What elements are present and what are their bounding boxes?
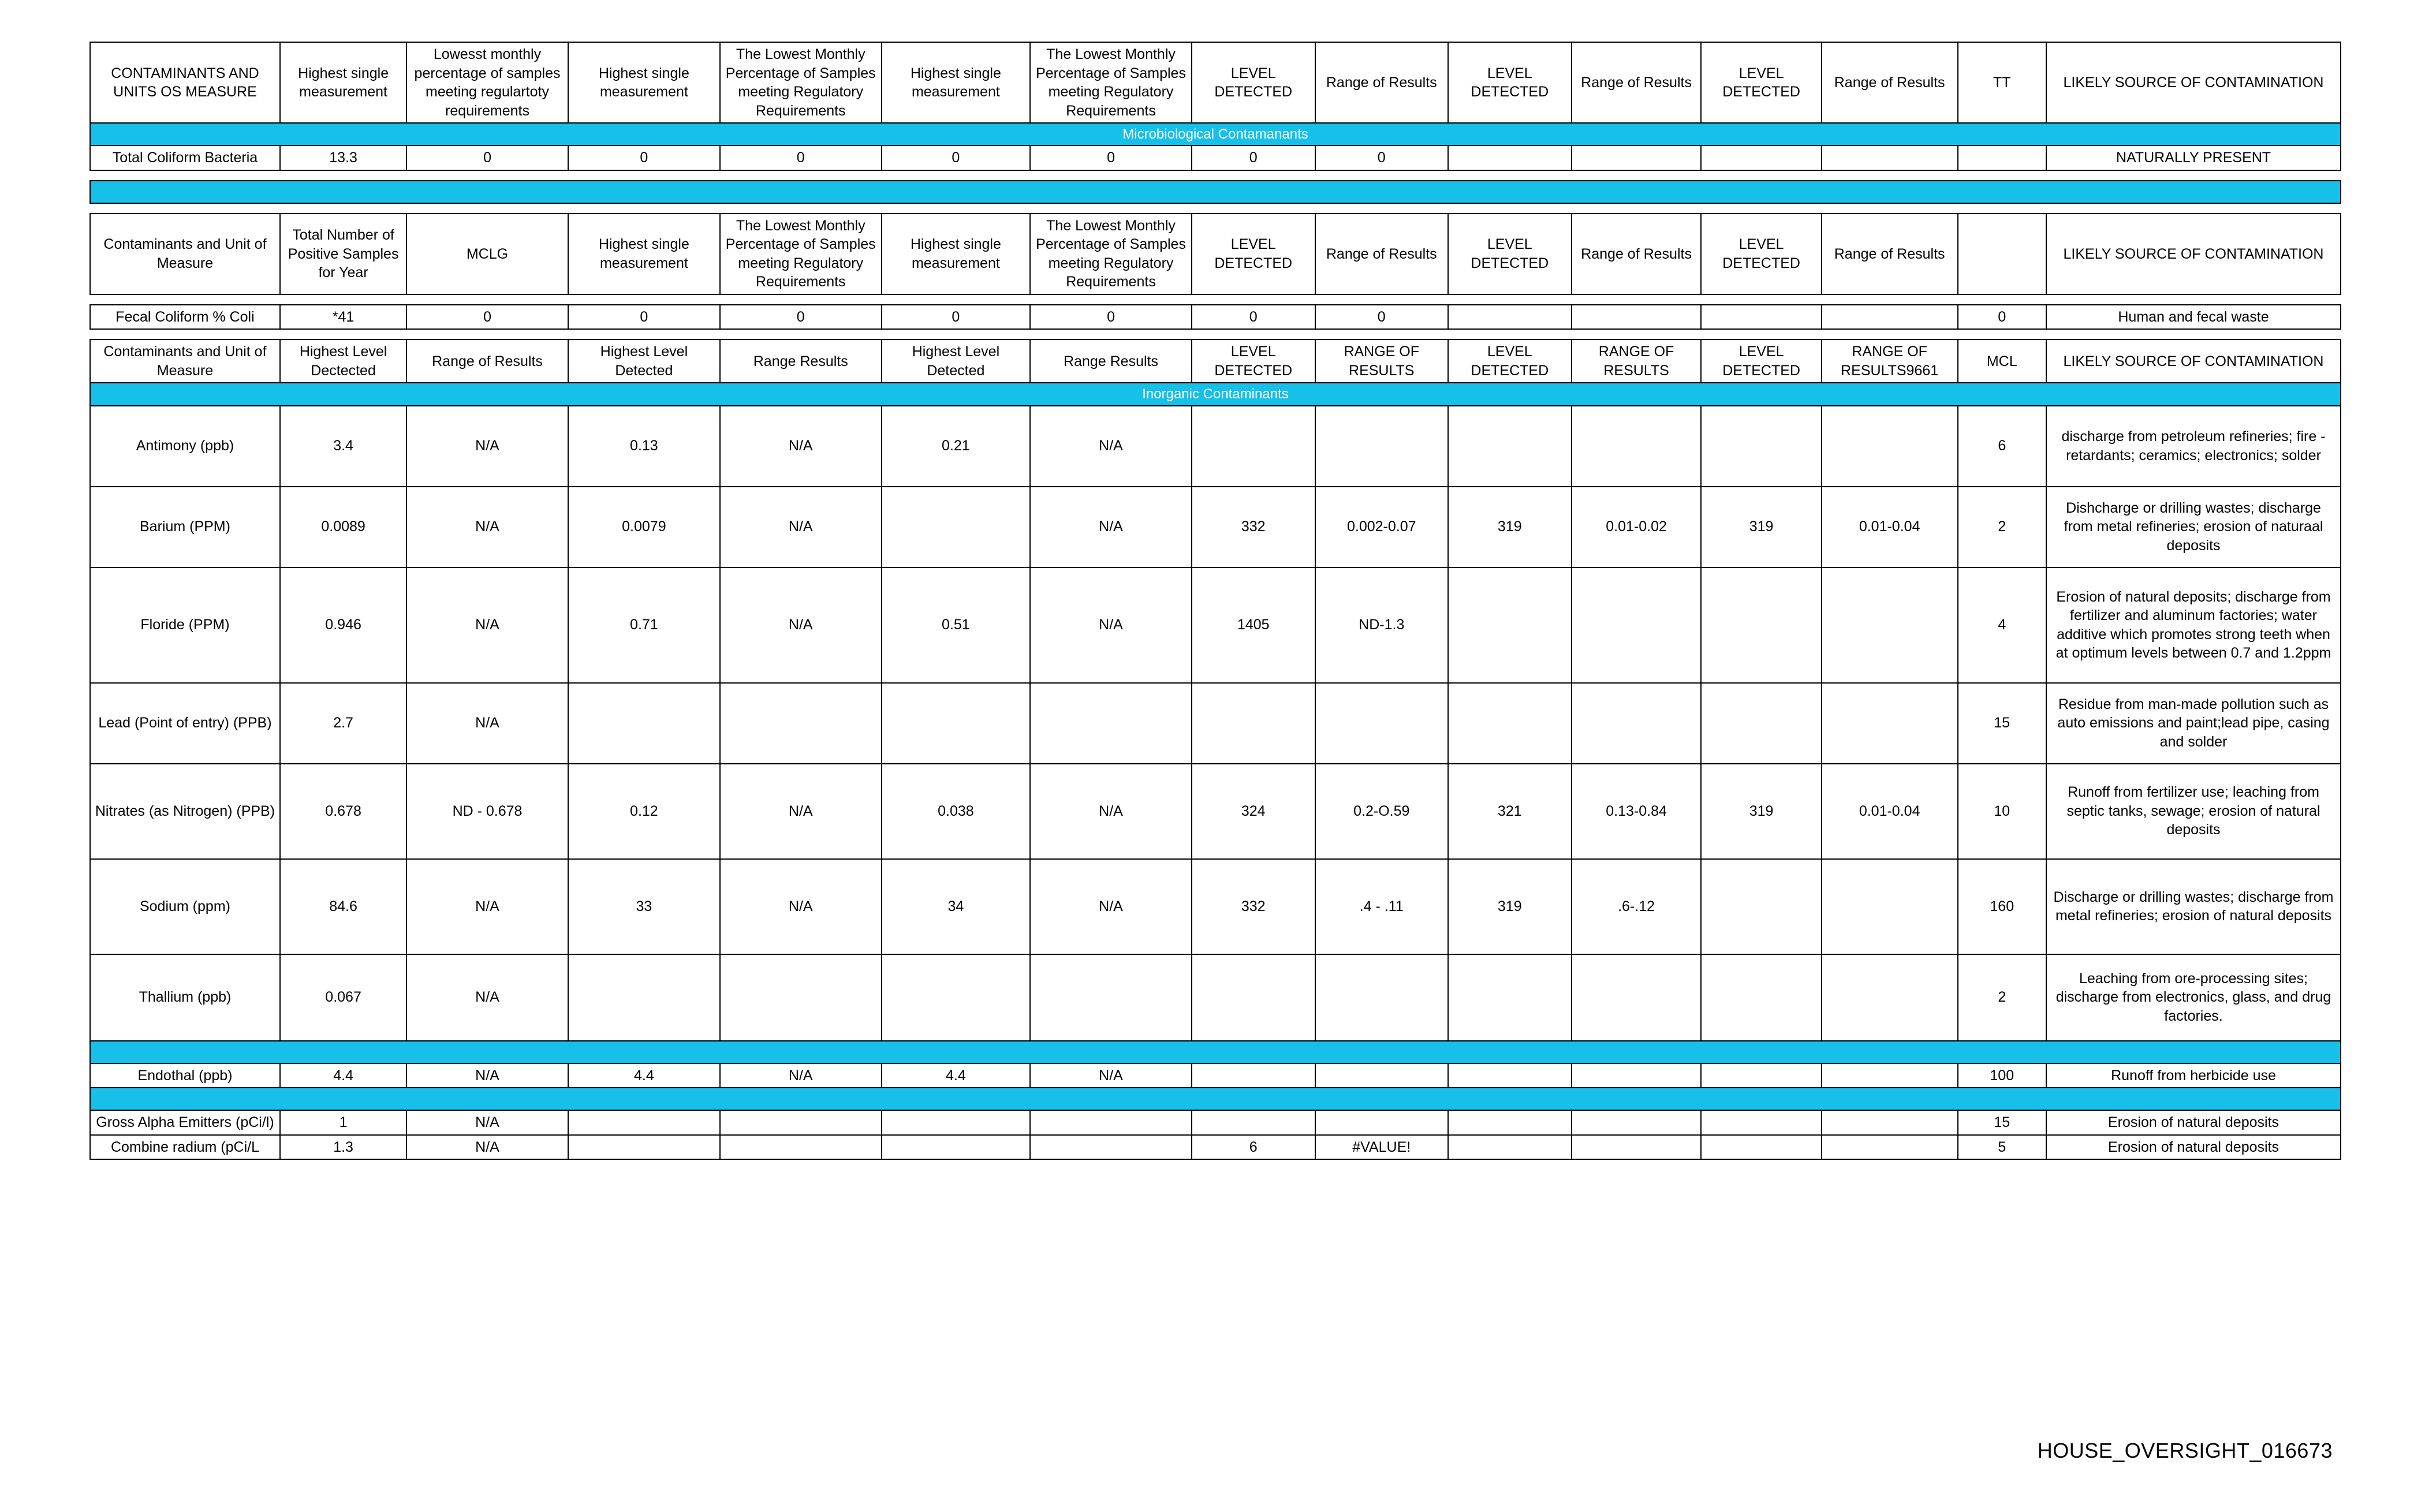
header-cell: RANGE OF RESULTS9661	[1822, 339, 1958, 383]
table-row	[90, 764, 2341, 859]
cell: N/A	[406, 954, 568, 1041]
header-cell: LEVEL DETECTED	[1448, 42, 1572, 123]
header-cell: Highest single measurement	[882, 42, 1031, 123]
cell: 4.4	[882, 1063, 1031, 1088]
cell: 319	[1448, 487, 1572, 568]
cell: 321	[1448, 764, 1572, 859]
section-band-label	[90, 1088, 2341, 1110]
table-row	[90, 487, 2341, 568]
cell	[568, 683, 720, 764]
cell: 0	[882, 305, 1031, 330]
header-cell: LIKELY SOURCE OF CONTAMINATION	[2046, 339, 2341, 383]
header-cell: LEVEL DETECTED	[1192, 214, 1315, 294]
cell: N/A	[720, 1063, 882, 1088]
header-cell: Highest Level Detected	[882, 339, 1031, 383]
cell: 0	[568, 305, 720, 330]
cell: N/A	[720, 406, 882, 487]
row-gap	[90, 203, 2341, 214]
cell: 0.678	[280, 764, 406, 859]
header-cell: Range of Results	[1822, 214, 1958, 294]
source-cell: Human and fecal waste	[2046, 305, 2341, 330]
header-cell: Highest single measurement	[280, 42, 406, 123]
header-cell: LEVEL DETECTED	[1701, 339, 1821, 383]
table-row	[90, 305, 2341, 330]
header-cell: Range Results	[720, 339, 882, 383]
table-row	[90, 1110, 2341, 1135]
cell	[1701, 859, 1821, 954]
table-header-row-3	[90, 339, 2341, 383]
cell	[1701, 954, 1821, 1041]
cell: 33	[568, 859, 720, 954]
cell	[1958, 145, 2047, 170]
cell: 6	[1958, 406, 2047, 487]
cell: N/A	[1030, 487, 1192, 568]
cell	[1448, 683, 1572, 764]
cell: 0	[406, 145, 568, 170]
header-cell: Highest single measurement	[568, 214, 720, 294]
cell: N/A	[406, 487, 568, 568]
cell: 13.3	[280, 145, 406, 170]
table-row	[90, 1135, 2341, 1160]
cell	[1822, 145, 1958, 170]
table-row	[90, 859, 2341, 954]
cell: 1405	[1192, 568, 1315, 683]
header-cell: MCL	[1958, 339, 2047, 383]
cell	[1192, 1063, 1315, 1088]
cell	[720, 1110, 882, 1135]
cell	[1572, 683, 1702, 764]
cell	[1315, 954, 1448, 1041]
cell: 0.13	[568, 406, 720, 487]
section-band-label	[90, 1041, 2341, 1063]
table-row	[90, 954, 2341, 1041]
cell: 3.4	[280, 406, 406, 487]
cell: 0	[720, 305, 882, 330]
section-band-blank-3	[90, 1088, 2341, 1110]
source-cell: Erosion of natural deposits	[2046, 1110, 2341, 1135]
header-cell: The Lowest Monthly Percentage of Samples meeting Regulatory Requirements	[720, 214, 882, 294]
cell	[1572, 1135, 1702, 1160]
cell	[1822, 954, 1958, 1041]
cell: N/A	[406, 683, 568, 764]
source-cell: Dishcharge or drilling wastes; discharge from metal refineries; erosion of naturaal deposits	[2046, 487, 2341, 568]
source-cell: Discharge or drilling wastes; discharge from metal refineries; erosion of natural deposits	[2046, 859, 2341, 954]
row-label: Thallium (ppb)	[90, 954, 280, 1041]
table-row	[90, 568, 2341, 683]
header-cell: Range of Results	[1572, 42, 1702, 123]
table-row	[90, 1063, 2341, 1088]
cell: 0.0089	[280, 487, 406, 568]
cell: 0.01-0.02	[1572, 487, 1702, 568]
water-quality-table	[89, 42, 2341, 1160]
cell: 2	[1958, 487, 2047, 568]
cell	[720, 683, 882, 764]
source-cell: discharge from petroleum refineries; fire - retardants; ceramics; electronics; solder	[2046, 406, 2341, 487]
cell: 0.51	[882, 568, 1031, 683]
header-cell: Highest single measurement	[882, 214, 1031, 294]
header-cell: Highest single measurement	[568, 42, 720, 123]
cell: 0	[720, 145, 882, 170]
cell	[1701, 1063, 1821, 1088]
cell	[1572, 954, 1702, 1041]
cell	[1822, 683, 1958, 764]
cell	[1192, 1110, 1315, 1135]
header-cell: LEVEL DETECTED	[1448, 339, 1572, 383]
cell: N/A	[406, 568, 568, 683]
document-bates-label: HOUSE_OVERSIGHT_016673	[2037, 1439, 2333, 1462]
cell	[1448, 1135, 1572, 1160]
cell	[1448, 1063, 1572, 1088]
cell: N/A	[406, 1063, 568, 1088]
section-band-label: Microbiological Contamanants	[90, 123, 2341, 145]
cell: 0.12	[568, 764, 720, 859]
section-band-microbiological	[90, 123, 2341, 145]
header-cell	[1958, 214, 2047, 294]
cell: N/A	[406, 1135, 568, 1160]
row-gap	[90, 294, 2341, 305]
row-label: Nitrates (as Nitrogen) (PPB)	[90, 764, 280, 859]
cell: 319	[1448, 859, 1572, 954]
cell: 160	[1958, 859, 2047, 954]
cell: 0.71	[568, 568, 720, 683]
cell: 0	[1192, 305, 1315, 330]
source-cell: Leaching from ore-processing sites; discharge from electronics, glass, and drug factories.	[2046, 954, 2341, 1041]
cell: 34	[882, 859, 1031, 954]
cell: N/A	[720, 764, 882, 859]
cell: 0	[882, 145, 1031, 170]
cell	[568, 1110, 720, 1135]
row-label: Lead (Point of entry) (PPB)	[90, 683, 280, 764]
cell	[1572, 1063, 1702, 1088]
cell: N/A	[406, 859, 568, 954]
row-gap	[90, 170, 2341, 181]
cell	[1448, 406, 1572, 487]
cell: 2	[1958, 954, 2047, 1041]
header-cell: The Lowest Monthly Percentage of Samples meeting Regulatory Requirements	[1030, 214, 1192, 294]
cell	[1572, 145, 1702, 170]
cell: .6-.12	[1572, 859, 1702, 954]
cell: 0.946	[280, 568, 406, 683]
row-label: Fecal Coliform % Coli	[90, 305, 280, 330]
header-cell: LIKELY SOURCE OF CONTAMINATION	[2046, 214, 2341, 294]
cell: N/A	[720, 568, 882, 683]
header-cell: Contaminants and Unit of Measure	[90, 214, 280, 294]
row-gap	[90, 329, 2341, 339]
header-cell: The Lowest Monthly Percentage of Samples meeting Regulatory Requirements	[720, 42, 882, 123]
cell: 0.002-0.07	[1315, 487, 1448, 568]
cell	[1448, 1110, 1572, 1135]
cell: *41	[280, 305, 406, 330]
header-cell: Range of Results	[1315, 214, 1448, 294]
cell: N/A	[1030, 859, 1192, 954]
row-label: Antimony (ppb)	[90, 406, 280, 487]
cell: 319	[1701, 764, 1821, 859]
cell: 4.4	[568, 1063, 720, 1088]
cell: 319	[1701, 487, 1821, 568]
cell: 2.7	[280, 683, 406, 764]
section-band-label: Inorganic Contaminants	[90, 383, 2341, 405]
header-cell: TT	[1958, 42, 2047, 123]
cell	[1822, 305, 1958, 330]
cell	[1822, 1063, 1958, 1088]
cell	[1822, 1135, 1958, 1160]
header-cell: LEVEL DETECTED	[1192, 339, 1315, 383]
table-row	[90, 145, 2341, 170]
header-cell: RANGE OF RESULTS	[1315, 339, 1448, 383]
header-cell: Range of Results	[1572, 214, 1702, 294]
cell: 5	[1958, 1135, 2047, 1160]
section-band-inorganic	[90, 383, 2341, 405]
header-cell: Range of Results	[406, 339, 568, 383]
row-label: Sodium (ppm)	[90, 859, 280, 954]
cell	[1315, 1110, 1448, 1135]
cell: #VALUE!	[1315, 1135, 1448, 1160]
cell: 0.067	[280, 954, 406, 1041]
header-cell: Range Results	[1030, 339, 1192, 383]
cell	[1572, 305, 1702, 330]
header-cell: Contaminants and Unit of Measure	[90, 339, 280, 383]
cell	[1822, 406, 1958, 487]
cell: 0.01-0.04	[1822, 487, 1958, 568]
source-cell: Erosion of natural deposits; discharge from fertilizer and aluminum factories; water additive which promotes strong teeth when at optimum levels between 0.7 and 1.2ppm	[2046, 568, 2341, 683]
cell	[882, 487, 1031, 568]
cell	[1192, 406, 1315, 487]
source-cell: NATURALLY PRESENT	[2046, 145, 2341, 170]
row-label: Barium (PPM)	[90, 487, 280, 568]
header-cell: LEVEL DETECTED	[1192, 42, 1315, 123]
cell	[1448, 305, 1572, 330]
table-row	[90, 683, 2341, 764]
header-cell: LEVEL DETECTED	[1701, 214, 1821, 294]
header-cell: Total Number of Positive Samples for Year	[280, 214, 406, 294]
cell	[1572, 406, 1702, 487]
cell	[1030, 1135, 1192, 1160]
row-label: Endothal (ppb)	[90, 1063, 280, 1088]
cell: N/A	[406, 406, 568, 487]
cell	[1448, 145, 1572, 170]
cell: 0.0079	[568, 487, 720, 568]
cell: 324	[1192, 764, 1315, 859]
header-cell: MCLG	[406, 214, 568, 294]
section-band-blank-1	[90, 181, 2341, 203]
cell	[882, 954, 1031, 1041]
row-label: Gross Alpha Emitters (pCi/l)	[90, 1110, 280, 1135]
cell: 1.3	[280, 1135, 406, 1160]
cell: 0	[1958, 305, 2047, 330]
source-cell: Erosion of natural deposits	[2046, 1135, 2341, 1160]
cell: N/A	[1030, 406, 1192, 487]
cell: 10	[1958, 764, 2047, 859]
header-cell: LIKELY SOURCE OF CONTAMINATION	[2046, 42, 2341, 123]
header-cell: LEVEL DETECTED	[1448, 214, 1572, 294]
cell	[1701, 1135, 1821, 1160]
cell	[1192, 954, 1315, 1041]
table-row	[90, 406, 2341, 487]
cell	[720, 1135, 882, 1160]
cell: N/A	[1030, 764, 1192, 859]
cell: 0.038	[882, 764, 1031, 859]
header-cell: CONTAMINANTS AND UNITS OS MEASURE	[90, 42, 280, 123]
cell: 0	[1315, 145, 1448, 170]
cell	[1701, 568, 1821, 683]
cell	[1315, 1063, 1448, 1088]
cell	[1701, 145, 1821, 170]
cell: 84.6	[280, 859, 406, 954]
cell: 4	[1958, 568, 2047, 683]
cell: 332	[1192, 859, 1315, 954]
table-header-row-2	[90, 214, 2341, 294]
cell	[1701, 683, 1821, 764]
cell	[1572, 1110, 1702, 1135]
cell: N/A	[720, 859, 882, 954]
header-cell: Highest Level Detected	[568, 339, 720, 383]
header-cell: The Lowest Monthly Percentage of Samples meeting Regulatory Requirements	[1030, 42, 1192, 123]
cell	[568, 954, 720, 1041]
cell	[1030, 683, 1192, 764]
table-header-row-1	[90, 42, 2341, 123]
cell	[1448, 954, 1572, 1041]
cell: N/A	[720, 487, 882, 568]
header-cell: Highest Level Dectected	[280, 339, 406, 383]
cell: 0	[1315, 305, 1448, 330]
cell: 1	[280, 1110, 406, 1135]
header-cell: RANGE OF RESULTS	[1572, 339, 1702, 383]
cell	[1448, 568, 1572, 683]
cell: 0.01-0.04	[1822, 764, 1958, 859]
cell: ND - 0.678	[406, 764, 568, 859]
row-label: Floride (PPM)	[90, 568, 280, 683]
header-cell: LEVEL DETECTED	[1701, 42, 1821, 123]
cell: 15	[1958, 683, 2047, 764]
cell	[882, 1135, 1031, 1160]
cell	[1315, 406, 1448, 487]
cell	[1315, 683, 1448, 764]
cell: N/A	[1030, 568, 1192, 683]
cell: 4.4	[280, 1063, 406, 1088]
section-band-blank-2	[90, 1041, 2341, 1063]
cell: 0	[1030, 145, 1192, 170]
header-cell: Range of Results	[1315, 42, 1448, 123]
cell	[882, 683, 1031, 764]
cell: 0.13-0.84	[1572, 764, 1702, 859]
source-cell: Runoff from fertilizer use; leaching from septic tanks, sewage; erosion of natural deposits	[2046, 764, 2341, 859]
cell	[1822, 1110, 1958, 1135]
cell: N/A	[1030, 1063, 1192, 1088]
cell: 332	[1192, 487, 1315, 568]
section-band-label	[90, 181, 2341, 203]
header-cell: Range of Results	[1822, 42, 1958, 123]
cell: 100	[1958, 1063, 2047, 1088]
cell: 6	[1192, 1135, 1315, 1160]
row-label: Total Coliform Bacteria	[90, 145, 280, 170]
source-cell: Runoff from herbicide use	[2046, 1063, 2341, 1088]
header-cell: Lowesst monthly percentage of samples meeting regulartoty requirements	[406, 42, 568, 123]
cell: 0.21	[882, 406, 1031, 487]
cell: 0	[1192, 145, 1315, 170]
cell: N/A	[406, 1110, 568, 1135]
cell: 0	[406, 305, 568, 330]
source-cell: Residue from man-made pollution such as auto emissions and paint;lead pipe, casing and solder	[2046, 683, 2341, 764]
cell	[1822, 568, 1958, 683]
cell	[1030, 1110, 1192, 1135]
cell	[1701, 406, 1821, 487]
row-label: Combine radium (pCi/L	[90, 1135, 280, 1160]
cell	[1701, 305, 1821, 330]
cell	[568, 1135, 720, 1160]
cell: 0.2-O.59	[1315, 764, 1448, 859]
cell	[1822, 859, 1958, 954]
cell	[1572, 568, 1702, 683]
cell: 0	[1030, 305, 1192, 330]
cell	[882, 1110, 1031, 1135]
cell: 0	[568, 145, 720, 170]
cell: ND-1.3	[1315, 568, 1448, 683]
cell: 15	[1958, 1110, 2047, 1135]
cell	[1701, 1110, 1821, 1135]
cell	[1192, 683, 1315, 764]
cell	[720, 954, 882, 1041]
cell: .4 - .11	[1315, 859, 1448, 954]
cell	[1030, 954, 1192, 1041]
